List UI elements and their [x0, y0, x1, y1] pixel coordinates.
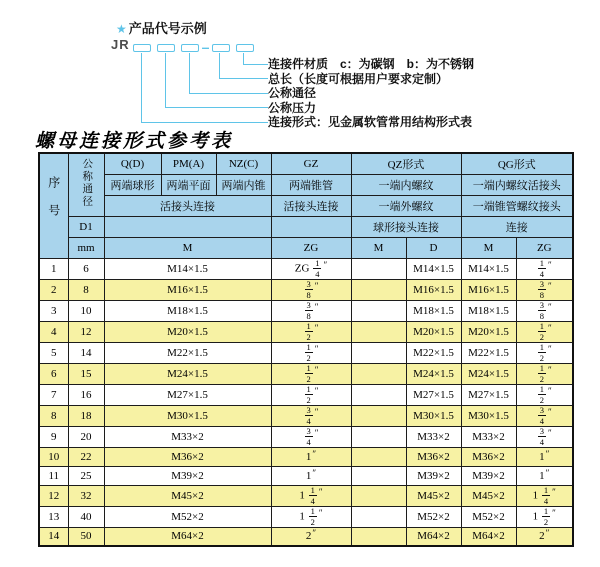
- cell-thread-m: M45×2: [104, 485, 271, 506]
- table-row: [39, 300, 573, 321]
- cell-qg-m: M24×1.5: [461, 363, 516, 384]
- cell-gz-zg: 1″: [271, 466, 351, 485]
- cell-dn-mm: 10: [68, 300, 104, 321]
- header-thread-m: M: [104, 237, 271, 258]
- code-box-1: [133, 44, 151, 52]
- table-row: [39, 405, 573, 426]
- cell-qg-zg: 1 $\frac{1}{2}$ ″: [516, 506, 573, 527]
- table-row: [39, 447, 573, 466]
- cell-gz-zg: 1″: [271, 447, 351, 466]
- cell-qg-zg: 1 $\frac{1}{4}$ ″: [516, 485, 573, 506]
- cell-qg-m: M14×1.5: [461, 258, 516, 279]
- cell-dn-mm: 8: [68, 279, 104, 300]
- cell-qz-m: [351, 321, 406, 342]
- cell-seq: 8: [39, 405, 68, 426]
- cell-qz-m: [351, 405, 406, 426]
- connector-line-5: [141, 53, 268, 123]
- header-qz-sub-m: M: [351, 237, 406, 258]
- diagram-label-connection: 连接形式：见金属软管常用结构形式表: [268, 115, 473, 129]
- cell-seq: 3: [39, 300, 68, 321]
- cell-dn-mm: 14: [68, 342, 104, 363]
- cell-gz-zg: $\frac{3}{8}$ ″: [271, 279, 351, 300]
- cell-qz-d: M16×1.5: [406, 279, 461, 300]
- cell-qg-zg: $\frac{3}{8}$ ″: [516, 300, 573, 321]
- cell-qz-m: [351, 466, 406, 485]
- cell-seq: 10: [39, 447, 68, 466]
- table-row: [39, 506, 573, 527]
- table-row: [39, 426, 573, 447]
- cell-qz-d: M22×1.5: [406, 342, 461, 363]
- header-code-q: Q(D): [104, 153, 161, 174]
- cell-qz-d: M52×2: [406, 506, 461, 527]
- cell-qg-zg: $\frac{3}{4}$ ″: [516, 405, 573, 426]
- header-desc-gz: 两端锥管: [271, 174, 351, 195]
- table-row: [39, 466, 573, 485]
- cell-thread-m: M24×1.5: [104, 363, 271, 384]
- header-row-1: [39, 153, 573, 174]
- cell-qz-d: M39×2: [406, 466, 461, 485]
- cell-seq: 14: [39, 527, 68, 546]
- cell-qz-m: [351, 384, 406, 405]
- header-code-nz: NZ(C): [216, 153, 271, 174]
- header-row-3: [39, 195, 573, 216]
- cell-dn-mm: 32: [68, 485, 104, 506]
- cell-thread-m: M14×1.5: [104, 258, 271, 279]
- header-seq: 序号: [39, 153, 68, 258]
- header-code-qg: QG形式: [461, 153, 573, 174]
- cell-seq: 4: [39, 321, 68, 342]
- cell-gz-zg: $\frac{1}{2}$ ″: [271, 321, 351, 342]
- cell-qz-d: M27×1.5: [406, 384, 461, 405]
- cell-qg-m: M20×1.5: [461, 321, 516, 342]
- cell-seq: 12: [39, 485, 68, 506]
- cell-seq: 6: [39, 363, 68, 384]
- header-code-qz: QZ形式: [351, 153, 461, 174]
- cell-qz-d: M24×1.5: [406, 363, 461, 384]
- cell-qz-d: M45×2: [406, 485, 461, 506]
- header-union-joint-gz: 活接头连接: [271, 195, 351, 216]
- cell-qg-zg: $\frac{1}{2}$ ″: [516, 342, 573, 363]
- cell-thread-m: M33×2: [104, 426, 271, 447]
- cell-thread-m: M30×1.5: [104, 405, 271, 426]
- cell-qz-d: M18×1.5: [406, 300, 461, 321]
- cell-gz-zg: 1 $\frac{1}{2}$ ″: [271, 506, 351, 527]
- cell-gz-zg: ZG $\frac{1}{4}$ ″: [271, 258, 351, 279]
- cell-dn-mm: 50: [68, 527, 104, 546]
- cell-seq: 9: [39, 426, 68, 447]
- code-box-4: [212, 44, 230, 52]
- diagram-label-material: 连接件材质 c：为碳钢 b：为不锈钢: [268, 57, 475, 71]
- header-qz-row4: 球形接头连接: [351, 216, 461, 237]
- cell-qg-m: M18×1.5: [461, 300, 516, 321]
- cell-qg-m: M33×2: [461, 426, 516, 447]
- cell-qz-m: [351, 426, 406, 447]
- header-desc-qg: 一端内螺纹活接头: [461, 174, 573, 195]
- cell-seq: 7: [39, 384, 68, 405]
- header-union-joint: 活接头连接: [104, 195, 271, 216]
- cell-qz-d: M20×1.5: [406, 321, 461, 342]
- cell-qz-d: M14×1.5: [406, 258, 461, 279]
- cell-thread-m: M20×1.5: [104, 321, 271, 342]
- header-row-2: [39, 174, 573, 195]
- cell-qg-m: M39×2: [461, 466, 516, 485]
- header-qg-sub-zg: ZG: [516, 237, 573, 258]
- cell-gz-zg: $\frac{3}{8}$ ″: [271, 300, 351, 321]
- header-row-4: [39, 216, 573, 237]
- cell-gz-zg: $\frac{1}{2}$ ″: [271, 384, 351, 405]
- diagram-title-text: 产品代号示例: [128, 21, 207, 36]
- table-row: [39, 485, 573, 506]
- cell-thread-m: M52×2: [104, 506, 271, 527]
- header-code-gz: GZ: [271, 153, 351, 174]
- table-body: [39, 258, 573, 546]
- cell-thread-m: M27×1.5: [104, 384, 271, 405]
- cell-qz-m: [351, 527, 406, 546]
- code-box-5: [236, 44, 254, 52]
- cell-seq: 5: [39, 342, 68, 363]
- code-box-3: [181, 44, 199, 52]
- cell-seq: 2: [39, 279, 68, 300]
- star-icon: ★: [116, 22, 127, 36]
- cell-qg-m: M64×2: [461, 527, 516, 546]
- cell-qz-m: [351, 300, 406, 321]
- cell-qg-m: M45×2: [461, 485, 516, 506]
- cell-qz-d: M36×2: [406, 447, 461, 466]
- cell-qg-m: M30×1.5: [461, 405, 516, 426]
- cell-qg-zg: 2″: [516, 527, 573, 546]
- cell-qg-zg: 1″: [516, 466, 573, 485]
- header-row-5: [39, 237, 573, 258]
- cell-dn-mm: 6: [68, 258, 104, 279]
- header-qg-sub-m: M: [461, 237, 516, 258]
- table-row: [39, 279, 573, 300]
- header-desc-nz: 两端内锥: [216, 174, 271, 195]
- diagram-label-pressure: 公称压力: [268, 100, 317, 115]
- header-desc-q: 两端球形: [104, 174, 161, 195]
- cell-qg-zg: $\frac{1}{2}$ ″: [516, 384, 573, 405]
- diagram-label-diameter: 公称通径: [268, 86, 317, 100]
- header-mm: mm: [68, 237, 104, 258]
- table-title: 螺母连接形式参考表: [35, 131, 234, 152]
- cell-seq: 11: [39, 466, 68, 485]
- cell-gz-zg: 1 $\frac{1}{4}$ ″: [271, 485, 351, 506]
- diagram-label-length: 总长（长度可根据用户要求定制）: [268, 71, 449, 86]
- cell-qg-m: M22×1.5: [461, 342, 516, 363]
- table-row: [39, 363, 573, 384]
- cell-qg-m: M52×2: [461, 506, 516, 527]
- cell-qz-m: [351, 363, 406, 384]
- cell-dn-mm: 16: [68, 384, 104, 405]
- code-box-2: [157, 44, 175, 52]
- header-desc-pm: 两端平面: [161, 174, 216, 195]
- header-desc-qz: 一端内螺纹: [351, 174, 461, 195]
- cell-qg-zg: $\frac{1}{2}$ ″: [516, 363, 573, 384]
- cell-thread-m: M64×2: [104, 527, 271, 546]
- cell-seq: 13: [39, 506, 68, 527]
- cell-qz-d: M33×2: [406, 426, 461, 447]
- cell-thread-m: M22×1.5: [104, 342, 271, 363]
- cell-dn-mm: 22: [68, 447, 104, 466]
- code-separator: –: [201, 39, 210, 55]
- table-row: [39, 321, 573, 342]
- header-qz-sub-d: D: [406, 237, 461, 258]
- header-qg-row3: 一端锥管螺纹接头: [461, 195, 573, 216]
- cell-gz-zg: $\frac{1}{2}$ ″: [271, 342, 351, 363]
- cell-qg-zg: 1″: [516, 447, 573, 466]
- diagram-title: [116, 18, 207, 37]
- cell-qg-zg: $\frac{3}{8}$ ″: [516, 279, 573, 300]
- cell-qz-m: [351, 506, 406, 527]
- table-row: [39, 258, 573, 279]
- cell-qz-m: [351, 258, 406, 279]
- header-thread-zg: ZG: [271, 237, 351, 258]
- cell-dn-mm: 15: [68, 363, 104, 384]
- table-row: [39, 527, 573, 546]
- cell-dn-mm: 20: [68, 426, 104, 447]
- header-empty-qpmnz: [104, 216, 271, 237]
- cell-thread-m: M39×2: [104, 466, 271, 485]
- cell-qg-m: M16×1.5: [461, 279, 516, 300]
- header-dn: 公称通径: [68, 153, 104, 216]
- cell-gz-zg: 2″: [271, 527, 351, 546]
- cell-seq: 1: [39, 258, 68, 279]
- cell-thread-m: M16×1.5: [104, 279, 271, 300]
- nut-connection-reference-table: [38, 152, 574, 547]
- cell-qz-d: M64×2: [406, 527, 461, 546]
- cell-qz-m: [351, 485, 406, 506]
- cell-thread-m: M36×2: [104, 447, 271, 466]
- cell-qg-zg: $\frac{1}{2}$ ″: [516, 321, 573, 342]
- cell-qz-d: M30×1.5: [406, 405, 461, 426]
- header-d1: D1: [68, 216, 104, 237]
- header-empty-gz: [271, 216, 351, 237]
- table-row: [39, 342, 573, 363]
- cell-dn-mm: 18: [68, 405, 104, 426]
- cell-dn-mm: 12: [68, 321, 104, 342]
- header-code-pm: PM(A): [161, 153, 216, 174]
- cell-qz-m: [351, 447, 406, 466]
- cell-qg-zg: $\frac{1}{4}$ ″: [516, 258, 573, 279]
- table-row: [39, 384, 573, 405]
- product-code-prefix: JR: [111, 37, 130, 52]
- cell-thread-m: M18×1.5: [104, 300, 271, 321]
- cell-qg-zg: $\frac{3}{4}$ ″: [516, 426, 573, 447]
- cell-qz-m: [351, 279, 406, 300]
- header-qz-row3: 一端外螺纹: [351, 195, 461, 216]
- cell-dn-mm: 40: [68, 506, 104, 527]
- cell-dn-mm: 25: [68, 466, 104, 485]
- cell-gz-zg: $\frac{1}{2}$ ″: [271, 363, 351, 384]
- header-qg-row4: 连接: [461, 216, 573, 237]
- cell-qg-m: M36×2: [461, 447, 516, 466]
- cell-gz-zg: $\frac{3}{4}$ ″: [271, 426, 351, 447]
- cell-qz-m: [351, 342, 406, 363]
- cell-qg-m: M27×1.5: [461, 384, 516, 405]
- cell-gz-zg: $\frac{3}{4}$ ″: [271, 405, 351, 426]
